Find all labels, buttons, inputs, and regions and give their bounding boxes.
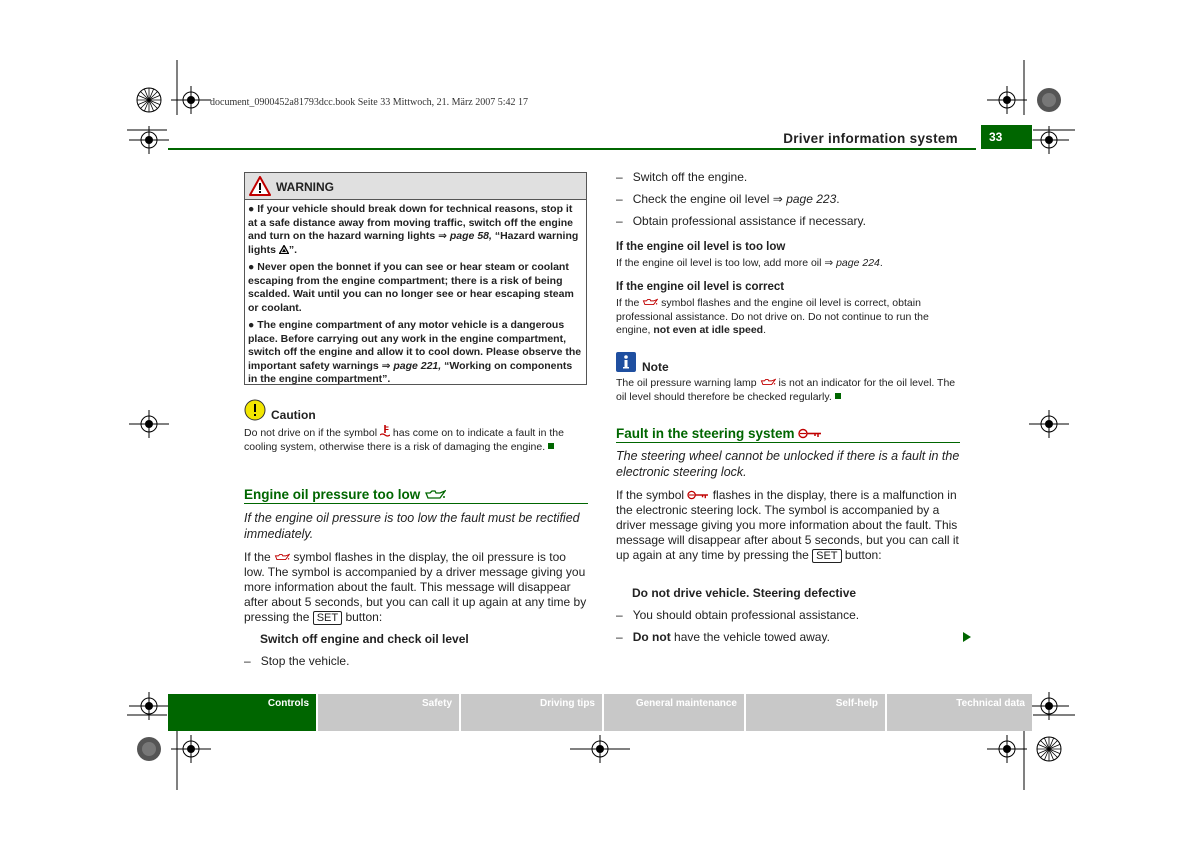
oil-can-icon (274, 552, 290, 562)
section-rule (244, 503, 588, 504)
page-number: 33 (981, 125, 1032, 149)
warning-item: ● The engine compartment of any motor vehicle is a dangerous place. Before carrying out any work in the engine compartment, switch off the engine and allow it to cool down. Please observe the important safety warnings ⇒ page 221, “Working on components in the engine compartment”. (248, 319, 582, 385)
info-icon (616, 352, 636, 372)
print-file-info: document_0900452a81793dcc.book Seite 33 Mittwoch, 21. März 2007 5:42 17 (210, 97, 529, 108)
section-title-oil-pressure: Engine oil pressure too low (244, 487, 446, 502)
subheading: If the engine oil level is too low (616, 241, 786, 253)
caution-icon (244, 399, 266, 421)
subheading: If the engine oil level is correct (616, 281, 785, 293)
warning-item: ● If your vehicle should break down for technical reasons, stop it at a safe distance away from moving traffic, switch off the engine and turn on the hazard warning lights ⇒ page 58, “Hazard warning lights ”. (248, 203, 579, 256)
warning-item: ● Never open the bonnet if you can see or hear steam or coolant escaping from the engine compartment; there is a risk of being scalded. Wait until you can no longer see or hear escaping steam or coolant. (248, 261, 574, 314)
list-item: – Stop the vehicle. (244, 654, 350, 668)
hazard-triangle-icon (279, 245, 289, 254)
oil-paragraph: If the symbol flashes in the display, the oil pressure is too low. The symbol is accompanied by a driver message giving you more information about the fault. This message will disappear after about 5 seconds, but you can call it up again at any time by pressing the SET button: (244, 550, 587, 624)
coolant-temperature-icon (380, 425, 390, 437)
oil-can-icon (642, 297, 658, 307)
set-key: SET (812, 549, 841, 563)
note-text: The oil pressure warning lamp is not an indicator for the oil level. The oil level should therefore be checked regularly. (616, 377, 956, 403)
section-lead: The steering wheel cannot be unlocked if there is a fault in the electronic steering lock. (616, 449, 960, 479)
oil-correct-text: If the symbol flashes and the engine oil level is correct, obtain professional assistance. Do not drive on. Do not continue to run the engine, not even at idle speed. (616, 297, 929, 336)
warning-text (248, 203, 584, 391)
end-marker (835, 393, 841, 399)
note-title: Note (642, 360, 669, 374)
driver-message: Switch off engine and check oil level (260, 632, 469, 646)
low-oil-text: If the engine oil level is too low, add more oil ⇒ page 224. (616, 257, 883, 269)
tab-driving-tips[interactable]: Driving tips (461, 694, 602, 731)
section-rule (616, 442, 960, 443)
oil-can-icon (760, 377, 776, 387)
caution-title: Caution (271, 408, 316, 422)
section-title-steering: Fault in the steering system (616, 426, 822, 441)
steering-lock-icon (798, 428, 822, 439)
list-item: – Do not have the vehicle towed away. (616, 630, 830, 644)
steering-lock-icon (687, 490, 709, 500)
list-item: – Check the engine oil level ⇒ page 223. (616, 192, 840, 206)
tab-technical-data[interactable]: Technical data (887, 694, 1032, 731)
section-lead: If the engine oil pressure is too low the fault must be rectified immediately. (244, 511, 580, 541)
page-header-title: Driver information system (783, 131, 958, 146)
caution-text: Do not drive on if the symbol has come on to indicate a fault in the cooling system, otherwise there is a risk of damaging the engine. (244, 427, 564, 453)
continue-arrow-icon[interactable] (962, 631, 972, 643)
end-marker (548, 443, 554, 449)
tab-general-maintenance[interactable]: General maintenance (604, 694, 744, 731)
list-item: – Obtain professional assistance if necessary. (616, 214, 866, 228)
set-key: SET (313, 611, 342, 625)
steering-paragraph: If the symbol flashes in the display, there is a malfunction in the electronic steering lock. The symbol is accompanied by a driver message giving you more information about the fault. This message will disappear after about 5 seconds, but you can call it up again at any time by pressing the SET button: (616, 488, 959, 562)
oil-can-icon (424, 489, 446, 500)
tab-safety[interactable]: Safety (318, 694, 459, 731)
driver-message: Do not drive vehicle. Steering defective (632, 586, 857, 600)
warning-triangle-icon (249, 176, 271, 196)
tab-controls[interactable]: Controls (168, 694, 316, 731)
header-rule (168, 148, 976, 150)
list-item: – You should obtain professional assistance. (616, 608, 860, 622)
list-item: – Switch off the engine. (616, 170, 748, 184)
tab-self-help[interactable]: Self-help (746, 694, 885, 731)
warning-title: WARNING (276, 180, 334, 194)
